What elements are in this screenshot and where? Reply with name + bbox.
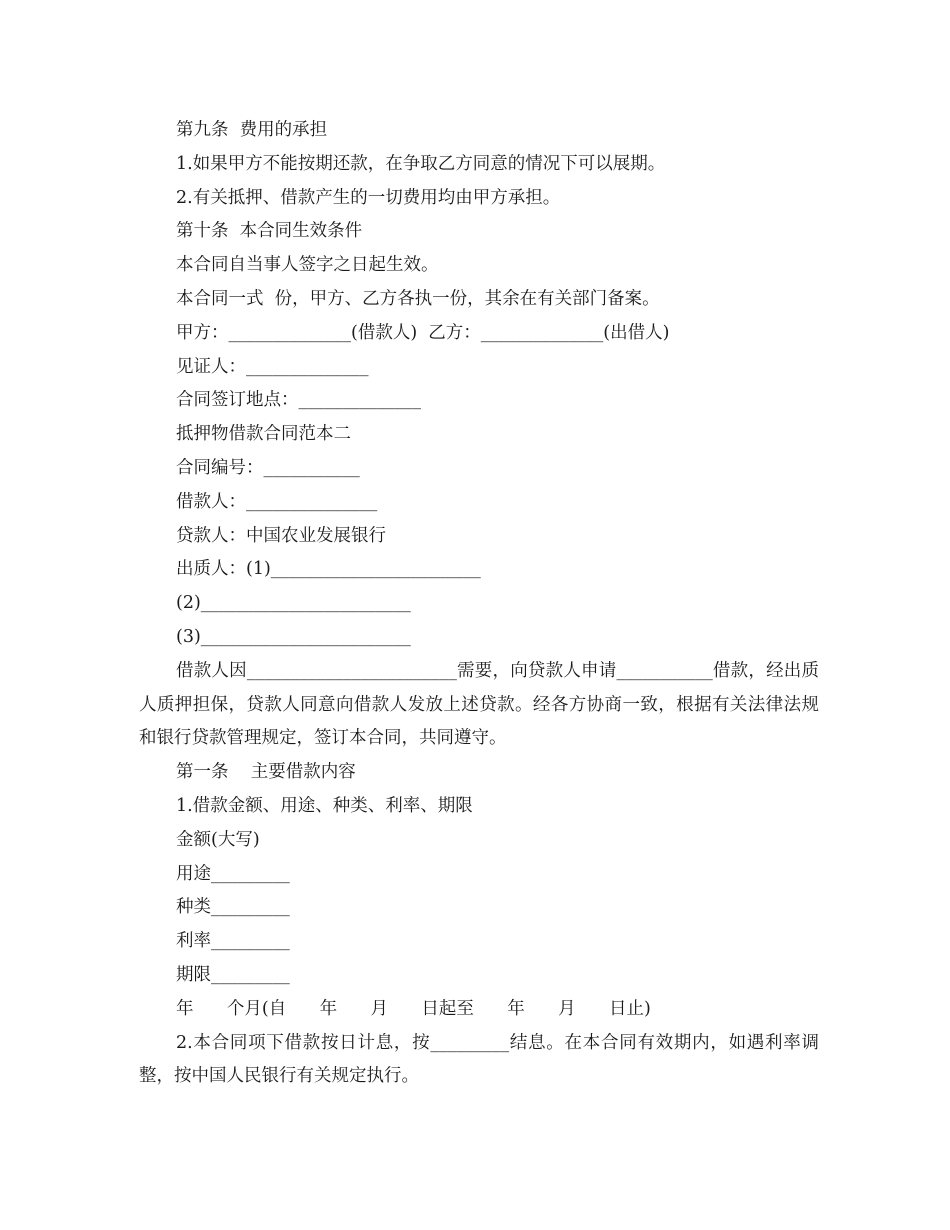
effective-clause: 本合同自当事人签字之日起生效。 [176, 255, 439, 276]
article-9-clause-1: 1.如果甲方不能按期还款，在争取乙方同意的情况下可以展期。 [176, 153, 666, 174]
term-field: 期限_________ [176, 964, 290, 985]
party-signatures: 甲方：______________(借款人) 乙方：______________(出借人) [176, 322, 670, 343]
pledgor-field-3: (3)________________________ [176, 626, 411, 647]
article-9-clause-2: 2.有关抵押、借款产生的一切费用均由甲方承担。 [176, 187, 561, 208]
pledgor-field-2: (2)________________________ [176, 593, 411, 614]
contract-number-field: 合同编号：___________ [176, 457, 360, 478]
amount-field: 金额(大写) [176, 829, 260, 850]
copies-clause: 本合同一式 份，甲方、乙方各执一份，其余在有关部门备案。 [176, 288, 660, 309]
type-field: 种类_________ [176, 897, 290, 918]
interest-rate-field: 利率_________ [176, 931, 290, 952]
article-1-heading: 第一条 主要借款内容 [176, 762, 356, 783]
contract-text [139, 114, 819, 1094]
borrower-field: 借款人：_______________ [176, 491, 378, 512]
term-dates-line: 年 个月(自 年 月 日起至 年 月 日止) [176, 998, 651, 1019]
template-2-title: 抵押物借款合同范本二 [176, 424, 351, 445]
lender-field: 贷款人：中国农业发展银行 [176, 525, 386, 546]
pledgor-field-1: 出质人：(1)________________________ [176, 559, 481, 580]
usage-field: 用途_________ [176, 863, 290, 884]
interest-calculation-paragraph: 2.本合同项下借款按日计息，按_________结息。在本合同有效期内，如遇利率调整，按中国人民银行有关规定执行。 [139, 1032, 819, 1087]
witness-field: 见证人：______________ [176, 356, 369, 377]
loan-purpose-paragraph: 借款人因________________________需要，向贷款人申请___________借款，经出质人质押担保，贷款人同意向借款人发放上述贷款。经各方协商一致，根据有关法律法规和银行贷款管理规定，签订本合同，共同遵守。 [139, 660, 819, 749]
article-10-heading: 第十条 本合同生效条件 [176, 221, 363, 242]
signing-place-field: 合同签订地点：______________ [176, 390, 421, 411]
article-1-clause-1: 1.借款金额、用途、种类、利率、期限 [176, 795, 473, 816]
article-9-heading: 第九条 费用的承担 [176, 120, 328, 140]
